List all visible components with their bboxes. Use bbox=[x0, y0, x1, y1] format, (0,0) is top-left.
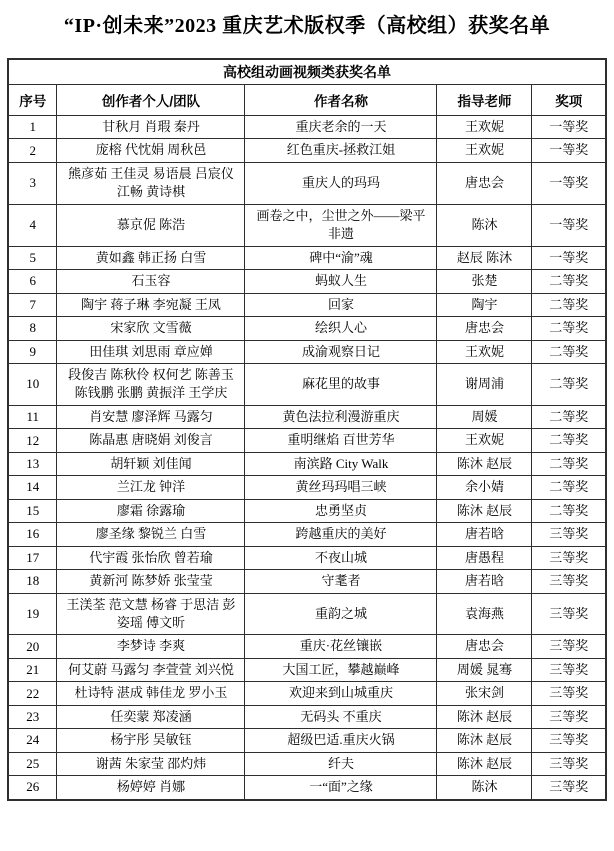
team-cell: 代宇霞 张怡欣 曾若瑜 bbox=[57, 546, 245, 569]
award-cell: 三等奖 bbox=[532, 682, 606, 705]
award-cell: 二等奖 bbox=[532, 429, 606, 452]
table-section-title: 高校组动画视频类获奖名单 bbox=[8, 59, 606, 85]
work-title-cell: 守耄者 bbox=[245, 570, 437, 593]
teacher-cell: 陈沐 bbox=[437, 204, 532, 246]
award-cell: 二等奖 bbox=[532, 405, 606, 428]
team-cell: 王渼荃 范文慧 杨睿 于思洁 彭姿瑶 傅文昕 bbox=[57, 593, 245, 635]
team-cell: 廖霜 徐露瑜 bbox=[57, 499, 245, 522]
page-title: “IP·创未来”2023 重庆艺术版权季（高校组）获奖名单 bbox=[63, 15, 551, 37]
teacher-cell: 张楚 bbox=[437, 270, 532, 293]
table-row bbox=[8, 204, 606, 246]
row-number-cell: 8 bbox=[8, 317, 57, 340]
teacher-cell: 陈沐 赵辰 bbox=[437, 729, 532, 752]
work-title-cell: 麻花里的故事 bbox=[245, 363, 437, 405]
teacher-cell: 陈沐 赵辰 bbox=[437, 752, 532, 775]
team-cell: 杨婷婷 肖娜 bbox=[57, 776, 245, 800]
team-cell: 胡轩颖 刘佳闻 bbox=[57, 452, 245, 475]
teacher-cell: 王欢妮 bbox=[437, 429, 532, 452]
award-cell: 一等奖 bbox=[532, 162, 606, 204]
header-cell-team: 创作者个人/团队 bbox=[57, 85, 245, 116]
teacher-cell: 陈沐 赵辰 bbox=[437, 705, 532, 728]
work-title-cell: 黄丝玛玛唱三峡 bbox=[245, 476, 437, 499]
awards-table bbox=[7, 58, 607, 801]
team-cell: 何艾蔚 马露匀 李萱萱 刘兴悦 bbox=[57, 658, 245, 681]
table-row bbox=[8, 729, 606, 752]
table-row bbox=[8, 546, 606, 569]
award-cell: 一等奖 bbox=[532, 204, 606, 246]
work-title-cell: 不夜山城 bbox=[245, 546, 437, 569]
award-cell: 一等奖 bbox=[532, 116, 606, 139]
table-row bbox=[8, 682, 606, 705]
work-title-cell: 回家 bbox=[245, 293, 437, 316]
table-row bbox=[8, 116, 606, 139]
row-number-cell: 23 bbox=[8, 705, 57, 728]
table-row bbox=[8, 476, 606, 499]
work-title-cell: 成渝观察日记 bbox=[245, 340, 437, 363]
award-cell: 二等奖 bbox=[532, 476, 606, 499]
work-title-cell: 重韵之城 bbox=[245, 593, 437, 635]
team-cell: 兰江龙 钟洋 bbox=[57, 476, 245, 499]
team-cell: 陶宇 蒋子琳 李宛凝 王凤 bbox=[57, 293, 245, 316]
teacher-cell: 陈沐 赵辰 bbox=[437, 452, 532, 475]
header-cell-award: 奖项 bbox=[532, 85, 606, 116]
award-cell: 三等奖 bbox=[532, 523, 606, 546]
table-row bbox=[8, 452, 606, 475]
work-title-cell: 一“面”之缘 bbox=[245, 776, 437, 800]
team-cell: 黄新河 陈梦娇 张莹莹 bbox=[57, 570, 245, 593]
work-title-cell: 重明继焰 百世芳华 bbox=[245, 429, 437, 452]
table-row bbox=[8, 499, 606, 522]
row-number-cell: 11 bbox=[8, 405, 57, 428]
work-title-cell: 黄色法拉利漫游重庆 bbox=[245, 405, 437, 428]
teacher-cell: 赵辰 陈沐 bbox=[437, 246, 532, 269]
table-row bbox=[8, 752, 606, 775]
work-title-cell: 绘织人心 bbox=[245, 317, 437, 340]
teacher-cell: 唐愚程 bbox=[437, 546, 532, 569]
table-row bbox=[8, 593, 606, 635]
teacher-cell: 王欢妮 bbox=[437, 116, 532, 139]
award-cell: 三等奖 bbox=[532, 593, 606, 635]
row-number-cell: 14 bbox=[8, 476, 57, 499]
teacher-cell: 周媛 bbox=[437, 405, 532, 428]
row-number-cell: 6 bbox=[8, 270, 57, 293]
award-cell: 三等奖 bbox=[532, 776, 606, 800]
team-cell: 宋家欣 文雪薇 bbox=[57, 317, 245, 340]
table-row bbox=[8, 705, 606, 728]
work-title-cell: 纤夫 bbox=[245, 752, 437, 775]
award-cell: 三等奖 bbox=[532, 752, 606, 775]
award-cell: 三等奖 bbox=[532, 635, 606, 658]
work-title-cell: 重庆·花丝镶嵌 bbox=[245, 635, 437, 658]
award-cell: 三等奖 bbox=[532, 570, 606, 593]
table-row bbox=[8, 658, 606, 681]
teacher-cell: 王欢妮 bbox=[437, 139, 532, 162]
award-cell: 二等奖 bbox=[532, 363, 606, 405]
teacher-cell: 唐忠会 bbox=[437, 635, 532, 658]
row-number-cell: 4 bbox=[8, 204, 57, 246]
award-cell: 三等奖 bbox=[532, 729, 606, 752]
award-cell: 二等奖 bbox=[532, 270, 606, 293]
row-number-cell: 12 bbox=[8, 429, 57, 452]
work-title-cell: 蚂蚁人生 bbox=[245, 270, 437, 293]
table-row bbox=[8, 776, 606, 800]
team-cell: 陈晶惠 唐晓娟 刘俊言 bbox=[57, 429, 245, 452]
work-title-cell: 欢迎来到山城重庆 bbox=[245, 682, 437, 705]
teacher-cell: 唐忠会 bbox=[437, 317, 532, 340]
table-row bbox=[8, 635, 606, 658]
work-title-cell: 画卷之中，尘世之外——梁平非遗 bbox=[245, 204, 437, 246]
table-row bbox=[8, 405, 606, 428]
work-title-cell: 大国工匠，攀越巅峰 bbox=[245, 658, 437, 681]
teacher-cell: 唐忠会 bbox=[437, 162, 532, 204]
team-cell: 段俊吉 陈秋伶 权何艺 陈善玉 陈钱鹏 张鹏 黄振洋 王学庆 bbox=[57, 363, 245, 405]
table-row bbox=[8, 570, 606, 593]
work-title-cell: 碑中“渝”魂 bbox=[245, 246, 437, 269]
table-row bbox=[8, 293, 606, 316]
row-number-cell: 7 bbox=[8, 293, 57, 316]
row-number-cell: 5 bbox=[8, 246, 57, 269]
teacher-cell: 余小婧 bbox=[437, 476, 532, 499]
work-title-cell: 重庆老余的一天 bbox=[245, 116, 437, 139]
teacher-cell: 王欢妮 bbox=[437, 340, 532, 363]
work-title-cell: 红色重庆-拯救江姐 bbox=[245, 139, 437, 162]
work-title-cell: 忠勇坚贞 bbox=[245, 499, 437, 522]
teacher-cell: 周媛 晁骞 bbox=[437, 658, 532, 681]
row-number-cell: 19 bbox=[8, 593, 57, 635]
row-number-cell: 2 bbox=[8, 139, 57, 162]
teacher-cell: 陈沐 赵辰 bbox=[437, 499, 532, 522]
table-row bbox=[8, 246, 606, 269]
teacher-cell: 袁海燕 bbox=[437, 593, 532, 635]
award-cell: 三等奖 bbox=[532, 705, 606, 728]
work-title-cell: 无码头 不重庆 bbox=[245, 705, 437, 728]
table-row bbox=[8, 429, 606, 452]
team-cell: 杨宇彤 吴敏钰 bbox=[57, 729, 245, 752]
header-cell-work: 作者名称 bbox=[245, 85, 437, 116]
header-cell-no: 序号 bbox=[8, 85, 57, 116]
work-title-cell: 跨越重庆的美好 bbox=[245, 523, 437, 546]
award-cell: 一等奖 bbox=[532, 139, 606, 162]
teacher-cell: 唐若晗 bbox=[437, 523, 532, 546]
table-header-row bbox=[8, 85, 606, 116]
team-cell: 田佳琪 刘思雨 章应婵 bbox=[57, 340, 245, 363]
teacher-cell: 张宋剑 bbox=[437, 682, 532, 705]
award-cell: 二等奖 bbox=[532, 317, 606, 340]
award-cell: 三等奖 bbox=[532, 546, 606, 569]
team-cell: 谢茜 朱家莹 邵灼炜 bbox=[57, 752, 245, 775]
award-cell: 三等奖 bbox=[532, 658, 606, 681]
teacher-cell: 陶宇 bbox=[437, 293, 532, 316]
table-row bbox=[8, 340, 606, 363]
row-number-cell: 16 bbox=[8, 523, 57, 546]
team-cell: 廖圣缘 黎锐兰 白雪 bbox=[57, 523, 245, 546]
work-title-cell: 重庆人的玛玛 bbox=[245, 162, 437, 204]
team-cell: 甘秋月 肖瑕 秦丹 bbox=[57, 116, 245, 139]
award-cell: 二等奖 bbox=[532, 452, 606, 475]
teacher-cell: 唐若晗 bbox=[437, 570, 532, 593]
row-number-cell: 22 bbox=[8, 682, 57, 705]
row-number-cell: 13 bbox=[8, 452, 57, 475]
award-cell: 二等奖 bbox=[532, 340, 606, 363]
work-title-cell: 超级巴适.重庆火锅 bbox=[245, 729, 437, 752]
row-number-cell: 17 bbox=[8, 546, 57, 569]
table-row bbox=[8, 523, 606, 546]
row-number-cell: 21 bbox=[8, 658, 57, 681]
work-title-cell: 南滨路 City Walk bbox=[245, 452, 437, 475]
awards-table-body bbox=[8, 116, 606, 800]
team-cell: 石玉容 bbox=[57, 270, 245, 293]
table-row bbox=[8, 363, 606, 405]
row-number-cell: 10 bbox=[8, 363, 57, 405]
team-cell: 任奕蒙 郑凌涵 bbox=[57, 705, 245, 728]
award-cell: 二等奖 bbox=[532, 499, 606, 522]
team-cell: 黄如鑫 韩正扬 白雪 bbox=[57, 246, 245, 269]
row-number-cell: 9 bbox=[8, 340, 57, 363]
row-number-cell: 25 bbox=[8, 752, 57, 775]
row-number-cell: 20 bbox=[8, 635, 57, 658]
award-cell: 二等奖 bbox=[532, 293, 606, 316]
team-cell: 熊彦茹 王佳灵 易语晨 吕宸仪 江畅 黄诗棋 bbox=[57, 162, 245, 204]
team-cell: 杜诗特 湛成 韩佳龙 罗小玉 bbox=[57, 682, 245, 705]
row-number-cell: 1 bbox=[8, 116, 57, 139]
table-section-title-row bbox=[8, 59, 606, 85]
team-cell: 慕京伲 陈浩 bbox=[57, 204, 245, 246]
table-row bbox=[8, 162, 606, 204]
award-cell: 一等奖 bbox=[532, 246, 606, 269]
team-cell: 庞榕 代忱娟 周秋邑 bbox=[57, 139, 245, 162]
table-row bbox=[8, 270, 606, 293]
team-cell: 肖安慧 廖泽辉 马露匀 bbox=[57, 405, 245, 428]
row-number-cell: 18 bbox=[8, 570, 57, 593]
table-row bbox=[8, 317, 606, 340]
header-cell-teacher: 指导老师 bbox=[437, 85, 532, 116]
row-number-cell: 24 bbox=[8, 729, 57, 752]
team-cell: 李梦诗 李爽 bbox=[57, 635, 245, 658]
teacher-cell: 陈沐 bbox=[437, 776, 532, 800]
teacher-cell: 谢周浦 bbox=[437, 363, 532, 405]
row-number-cell: 26 bbox=[8, 776, 57, 800]
row-number-cell: 15 bbox=[8, 499, 57, 522]
table-row bbox=[8, 139, 606, 162]
row-number-cell: 3 bbox=[8, 162, 57, 204]
